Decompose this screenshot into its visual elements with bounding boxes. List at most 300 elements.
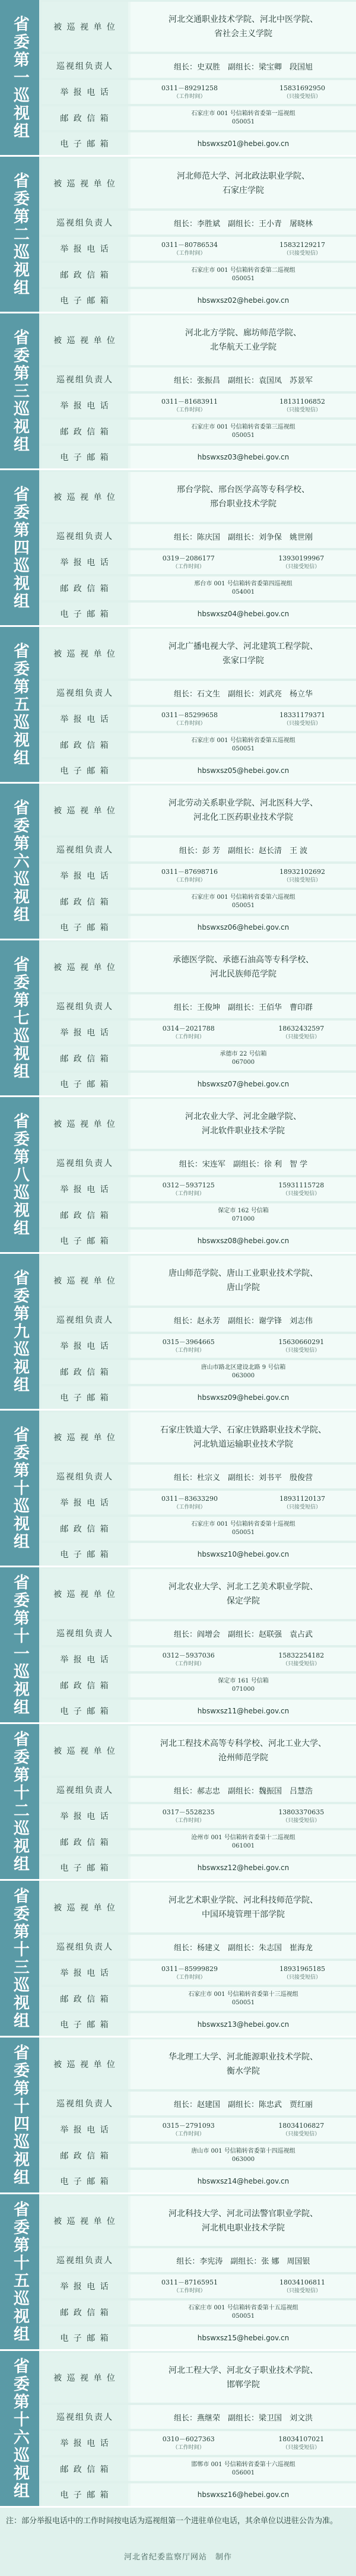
phone-numbers (131, 1181, 356, 1197)
postal-box-row (42, 263, 356, 287)
office-phone-number[interactable]: 0319－2086177 (162, 555, 215, 562)
group-leader-row (42, 1935, 356, 1959)
office-phone-number[interactable]: 0312－5937036 (162, 1652, 215, 1659)
report-phone-row-label: 举 报 电 话 (42, 80, 128, 104)
office-phone-number[interactable]: 0314－2021788 (162, 1025, 215, 1032)
office-phone-note: （工作时间） (173, 407, 206, 413)
report-phone-row-value (131, 80, 356, 104)
email-row (42, 289, 356, 312)
postal-box-row (42, 733, 356, 757)
group-table (42, 942, 356, 1095)
group-leaders: 组长：史双胜 副组长：梁宝卿 段国旭 (173, 62, 313, 72)
group-leader-row-value (131, 838, 356, 861)
inspected-units-row-label: 被 巡 视 单 位 (42, 2, 128, 52)
postal-box-row-value (131, 1674, 356, 1697)
group-title: 省委第六巡视组 (10, 799, 29, 924)
postal-box-row-label: 邮 政 信 箱 (42, 1674, 128, 1697)
email-address[interactable]: hbswxsz13@hebei.gov.cn (197, 2020, 290, 2029)
group-leader-row (42, 1621, 356, 1645)
inspection-group (0, 784, 356, 940)
group-table (42, 1412, 356, 1566)
inspected-units-row-value (131, 1412, 356, 1462)
office-phone (163, 1338, 215, 1354)
postal-box-row-value (131, 1203, 356, 1227)
group-leader-row-label: 巡视组负责人 (42, 994, 128, 1018)
email-row-value (131, 1230, 356, 1252)
phone-numbers (131, 1808, 356, 1824)
sms-phone-number[interactable]: 18034106811 (279, 2279, 325, 2286)
office-phone-number[interactable]: 0312－5937125 (162, 1181, 215, 1189)
postal-code: 056001 (231, 2470, 255, 2476)
inspected-unit-line: 河北机电职业技术学院 (202, 2223, 285, 2233)
report-phone-row-value (131, 394, 356, 417)
email-address[interactable]: hbswxsz15@hebei.gov.cn (197, 2334, 290, 2342)
group-leaders: 组长：杜宗义 副组长：刘书平 殷俊营 (173, 1473, 313, 1482)
office-phone-note: （工作时间） (172, 1191, 205, 1197)
group-table (42, 2, 356, 155)
group-leader-row-label: 巡视组负责人 (42, 1778, 128, 1802)
group-leader-row-value (131, 2405, 356, 2429)
report-phone-row (42, 1334, 356, 1358)
report-phone-row-label: 举 报 电 话 (42, 864, 128, 888)
group-title-bar (0, 1411, 39, 1566)
email-row-label: 电 子 邮 箱 (42, 132, 128, 155)
group-title-bar (0, 627, 39, 782)
postal-code: 071000 (231, 1216, 255, 1222)
group-table (42, 159, 356, 312)
inspected-unit-line: 保定学院 (227, 1596, 260, 1606)
sms-phone-note: （只接受短信） (283, 877, 321, 883)
email-row-value (131, 759, 356, 782)
report-phone-row-value (131, 237, 356, 261)
group-leaders: 组长：陈庆国 副组长：刘争保 姚世刚 (173, 533, 313, 542)
footer-note: 注：部分举报电话中的工作时间按电话为巡视组第一个进驻单位电话，其余单位以进驻公告为准。 (6, 2517, 338, 2526)
group-leaders: 组长：李胜斌 副组长：王小青 屠晓林 (173, 219, 313, 229)
group-leader-row-value (131, 367, 356, 391)
inspected-units-row-value (131, 2196, 356, 2246)
email-row (42, 2483, 356, 2506)
group-table (42, 1883, 356, 2036)
group-title: 省委第十巡视组 (10, 1425, 29, 1551)
inspection-group (0, 1881, 356, 2038)
email-row-label: 电 子 邮 箱 (42, 2483, 128, 2506)
group-title-bar (0, 940, 39, 1095)
postal-box-row-value (131, 2457, 356, 2481)
sms-phone-number[interactable]: 18034106827 (278, 2122, 325, 2130)
group-leaders: 组长：郝志忠 副组长：魏振国 吕慧浩 (173, 1786, 313, 1796)
email-address[interactable]: hbswxsz09@hebei.gov.cn (197, 1393, 290, 1402)
office-phone (163, 1024, 215, 1041)
inspected-unit-line: 河北民族师范学院 (210, 969, 276, 979)
sms-phone-number[interactable]: 15832129217 (279, 241, 325, 249)
email-row (42, 916, 356, 939)
office-phone-number[interactable]: 0310－6027363 (162, 2435, 215, 2443)
inspection-group (0, 1097, 356, 1254)
postal-box-row-label: 邮 政 信 箱 (42, 263, 128, 287)
phone-numbers (131, 711, 356, 727)
report-phone-row-label: 举 报 电 话 (42, 1647, 128, 1671)
inspection-group (0, 940, 356, 1097)
phone-numbers (131, 1651, 356, 1668)
inspected-unit-line: 河北艺术职业学院、河北科技师范学院、 (169, 1896, 318, 1905)
inspected-unit-line: 石家庄铁道大学、石家庄铁路职业技术学院、 (160, 1425, 326, 1435)
office-phone (163, 2435, 215, 2451)
office-phone-note: （工作时间） (172, 2131, 205, 2137)
group-leader-row-value (131, 2092, 356, 2115)
inspected-units-row-value (131, 1569, 356, 1619)
phone-numbers (131, 2435, 356, 2451)
postal-box-row (42, 2301, 356, 2324)
office-phone-number[interactable]: 0311－87165951 (161, 2279, 218, 2286)
email-row (42, 2013, 356, 2036)
group-leader-row-value (131, 1778, 356, 1802)
sms-phone (279, 711, 325, 727)
inspected-units-row (42, 1569, 356, 1619)
phone-numbers (131, 867, 356, 884)
group-title-bar (0, 1724, 39, 1879)
postal-box-row (42, 890, 356, 914)
office-phone-number[interactable]: 0315－2791093 (162, 2122, 215, 2130)
office-phone (163, 2121, 215, 2138)
sms-phone-number[interactable]: 15931115728 (278, 1181, 325, 1189)
inspected-unit-line: 河北软件职业技术学院 (202, 1126, 285, 1136)
inspected-unit-line: 河北农业大学、河北金融学院、 (185, 1112, 301, 1121)
postal-box-row (42, 576, 356, 600)
office-phone-number[interactable]: 0315－3964665 (162, 1338, 215, 1346)
group-title-bar (0, 2038, 39, 2192)
group-title: 省委第十四巡视组 (10, 2043, 29, 2187)
phone-numbers (131, 2121, 356, 2138)
postal-box-address: 保定市 162 号信箱 (218, 1208, 269, 1214)
email-address[interactable]: hbswxsz10@hebei.gov.cn (197, 1550, 290, 1558)
email-row-value (131, 2170, 356, 2192)
sms-phone-number[interactable]: 18931965185 (279, 1965, 325, 1973)
office-phone-number[interactable]: 0311－85999829 (161, 1965, 218, 1973)
postal-code: 071000 (231, 1686, 255, 1693)
email-row-label: 电 子 邮 箱 (42, 1073, 128, 1095)
group-leader-row (42, 681, 356, 705)
inspected-units-row-label: 被 巡 视 单 位 (42, 315, 128, 365)
report-phone-row-value (131, 707, 356, 731)
phone-numbers (131, 240, 356, 257)
inspected-unit-line: 河北轨道运输职业技术学院 (193, 1440, 293, 1449)
inspection-group (0, 2194, 356, 2351)
inspected-unit-line: 河北广播电视大学、河北建筑工程学院、 (169, 642, 318, 651)
email-row-label: 电 子 邮 箱 (42, 1386, 128, 1409)
office-phone-note: （工作时间） (172, 1348, 205, 1354)
group-leader-row (42, 1308, 356, 1332)
group-title-bar (0, 470, 39, 625)
postal-code: 054001 (231, 589, 255, 595)
postal-box-address: 唐山市 001 号信箱转省委第十四巡视组 (191, 2148, 295, 2154)
postal-box-row (42, 2144, 356, 2168)
email-address[interactable]: hbswxsz03@hebei.gov.cn (197, 453, 290, 461)
inspected-units-row (42, 472, 356, 522)
group-title: 省委第一巡视组 (10, 15, 29, 140)
postal-code: 050051 (231, 1529, 255, 1536)
sms-phone-number[interactable]: 13803370635 (278, 1808, 325, 1816)
inspected-units-row-value (131, 629, 356, 679)
sms-phone-note: （只接受短信） (283, 251, 321, 256)
report-phone-row-value (131, 2431, 356, 2455)
email-row-value (131, 2483, 356, 2506)
phone-numbers (131, 2278, 356, 2295)
group-title-bar (0, 2351, 39, 2506)
report-phone-row-value (131, 550, 356, 574)
sms-phone (278, 1024, 324, 1041)
report-phone-row-value (131, 1804, 356, 1828)
sms-phone-number[interactable]: 18131106852 (279, 398, 325, 405)
group-leaders: 组长：彭 芳 副组长：赵长清 王 波 (179, 846, 308, 856)
group-leader-row (42, 2248, 356, 2272)
office-phone-number[interactable]: 0311－80786534 (161, 241, 218, 249)
sms-phone-number[interactable]: 18331179371 (279, 711, 325, 719)
inspected-unit-line: 河北农业大学、河北工艺美术职业学院、 (169, 1582, 318, 1592)
postal-box-row-label: 邮 政 信 箱 (42, 733, 128, 757)
office-phone (163, 554, 215, 571)
email-address[interactable]: hbswxsz04@hebei.gov.cn (197, 610, 290, 618)
inspected-unit-line: 河北交通职业技术学院、河北中医学院、 (169, 15, 318, 24)
email-address[interactable]: hbswxsz02@hebei.gov.cn (197, 296, 290, 305)
inspected-units-row-label: 被 巡 视 单 位 (42, 1099, 128, 1149)
group-leader-row (42, 367, 356, 391)
report-phone-row (42, 394, 356, 417)
office-phone-number[interactable]: 0311－85299658 (161, 711, 218, 719)
sms-phone (279, 1965, 325, 1981)
office-phone-number[interactable]: 0311－87698716 (161, 868, 218, 876)
email-address[interactable]: hbswxsz01@hebei.gov.cn (197, 140, 290, 148)
report-phone-row (42, 1961, 356, 1985)
report-phone-row (42, 550, 356, 574)
group-leader-row-value (131, 54, 356, 78)
group-leaders: 组长：张振昌 副组长：袁国凤 苏景军 (173, 376, 313, 385)
office-phone-number[interactable]: 0311－81683911 (161, 398, 218, 405)
report-phone-row-label: 举 报 电 话 (42, 1177, 128, 1201)
inspection-group (0, 470, 356, 627)
postal-box-row-value (131, 1987, 356, 2011)
report-phone-row (42, 1021, 356, 1044)
inspected-units-row-value (131, 1883, 356, 1932)
sms-phone (278, 1338, 324, 1354)
email-row-label: 电 子 邮 箱 (42, 2013, 128, 2036)
group-leader-row (42, 838, 356, 861)
group-leader-row-label: 巡视组负责人 (42, 2248, 128, 2272)
inspection-group (0, 2351, 356, 2508)
postal-box-address: 沧州市 001 号信箱转省委第十二巡视组 (191, 1834, 295, 1841)
group-leader-row-label: 巡视组负责人 (42, 524, 128, 548)
inspected-units-row-value (131, 1726, 356, 1776)
postal-box-row-label: 邮 政 信 箱 (42, 1987, 128, 2011)
postal-box-address: 石家庄市 001 号信箱转省委第六巡视组 (191, 894, 295, 901)
email-address[interactable]: hbswxsz08@hebei.gov.cn (197, 1237, 290, 1245)
group-leader-row-label: 巡视组负责人 (42, 1465, 128, 1488)
email-address[interactable]: hbswxsz07@hebei.gov.cn (197, 1080, 290, 1088)
group-leader-row (42, 211, 356, 235)
inspected-unit-line: 北华航天工业学院 (210, 343, 276, 352)
group-title: 省委第九巡视组 (10, 1269, 29, 1394)
group-leaders: 组长：李宪涛 副组长：张 娜 周国银 (176, 2257, 310, 2266)
email-address[interactable]: hbswxsz12@hebei.gov.cn (197, 1864, 290, 1872)
sms-phone-number[interactable]: 15630660291 (278, 1338, 325, 1346)
office-phone (161, 2278, 218, 2295)
sms-phone (278, 1181, 324, 1197)
postal-box-address: 邢台市 001 号信箱转省委第四巡视组 (194, 581, 293, 587)
sms-phone-note: （只接受短信） (283, 2288, 321, 2294)
email-row-value (131, 1073, 356, 1095)
inspection-group (0, 157, 356, 313)
group-table (42, 785, 356, 939)
group-table (42, 472, 356, 625)
inspection-group (0, 1254, 356, 1411)
email-row-value (131, 446, 356, 468)
group-table (42, 1726, 356, 1879)
email-row-value (131, 916, 356, 939)
office-phone-note: （工作时间） (172, 1661, 205, 1667)
postal-code: 063000 (231, 1373, 255, 1379)
inspected-units-row-label: 被 巡 视 单 位 (42, 472, 128, 522)
group-table (42, 315, 356, 468)
email-address[interactable]: hbswxsz16@hebei.gov.cn (197, 2491, 290, 2499)
postal-box-row-value (131, 733, 356, 757)
report-phone-row-label: 举 报 电 话 (42, 2431, 128, 2455)
email-address[interactable]: hbswxsz05@hebei.gov.cn (197, 766, 290, 775)
sms-phone-note: （只接受短信） (282, 1034, 320, 1040)
report-phone-row-label: 举 报 电 话 (42, 1804, 128, 1828)
email-row-value (131, 2013, 356, 2036)
postal-box-row (42, 106, 356, 130)
email-row-label: 电 子 邮 箱 (42, 2327, 128, 2349)
postal-code: 050051 (231, 275, 255, 282)
inspected-units-row-value (131, 472, 356, 522)
email-address[interactable]: hbswxsz11@hebei.gov.cn (197, 1707, 290, 1715)
sms-phone-number[interactable]: 13930199967 (278, 555, 325, 562)
postal-box-row-value (131, 2301, 356, 2324)
inspected-unit-line: 邯郸学院 (227, 2380, 260, 2390)
inspected-units-row (42, 1099, 356, 1149)
postal-box-row-value (131, 1047, 356, 1070)
report-phone-row (42, 2118, 356, 2141)
group-title: 省委第十六巡视组 (10, 2357, 29, 2500)
report-phone-row-label: 举 报 电 话 (42, 394, 128, 417)
sms-phone (279, 1494, 325, 1511)
email-address[interactable]: hbswxsz06@hebei.gov.cn (197, 923, 290, 931)
postal-box-row (42, 1360, 356, 1384)
inspected-units-row-value (131, 2, 356, 52)
office-phone (161, 711, 218, 727)
office-phone-note: （工作时间） (173, 1975, 206, 1981)
sms-phone-note: （只接受短信） (282, 1348, 320, 1354)
group-leader-row (42, 1151, 356, 1175)
postal-box-row-label: 邮 政 信 箱 (42, 1203, 128, 1227)
group-title-bar (0, 1881, 39, 2036)
sms-phone-number[interactable]: 18034107021 (278, 2435, 325, 2443)
email-row-label: 电 子 邮 箱 (42, 2170, 128, 2192)
office-phone-note: （工作时间） (172, 2445, 205, 2451)
group-title: 省委第十五巡视组 (10, 2200, 29, 2343)
postal-box-row-value (131, 2144, 356, 2168)
inspected-unit-line: 邢台职业技术学院 (210, 499, 276, 509)
postal-box-row (42, 2457, 356, 2481)
group-leader-row-label: 巡视组负责人 (42, 367, 128, 391)
office-phone-number[interactable]: 0311－89291258 (161, 84, 218, 92)
office-phone (161, 397, 218, 414)
sms-phone-note: （只接受短信） (282, 2445, 320, 2451)
postal-box-address: 石家庄市 001 号信箱转省委第十五巡视组 (188, 2305, 298, 2311)
report-phone-row (42, 1647, 356, 1671)
postal-box-row (42, 1987, 356, 2011)
sms-phone-note: （只接受短信） (283, 721, 321, 727)
postal-box-address: 石家庄市 001 号信箱转省委第一巡视组 (191, 110, 295, 117)
office-phone-number[interactable]: 0317－5528235 (162, 1808, 215, 1816)
inspected-units-row (42, 2353, 356, 2403)
inspected-unit-line: 唐山师范学院、唐山工业职业技术学院、 (169, 1269, 318, 1278)
inspected-units-row-label: 被 巡 视 单 位 (42, 159, 128, 208)
office-phone-number[interactable]: 0311－83633290 (161, 1495, 218, 1503)
postal-code: 050051 (231, 2000, 255, 2006)
group-title-bar (0, 784, 39, 939)
email-address[interactable]: hbswxsz14@hebei.gov.cn (197, 2177, 290, 2185)
inspected-unit-line: 华北理工大学、河北能源职业技术学院、 (169, 2052, 318, 2062)
inspected-units-row-label: 被 巡 视 单 位 (42, 2353, 128, 2403)
report-phone-row-label: 举 报 电 话 (42, 2118, 128, 2141)
postal-box-row-value (131, 576, 356, 600)
office-phone-note: （工作时间） (172, 1818, 205, 1824)
sms-phone-number[interactable]: 18932102692 (279, 868, 325, 876)
group-leader-row-value (131, 681, 356, 705)
inspected-units-row-label: 被 巡 视 单 位 (42, 1883, 128, 1932)
group-leader-row-value (131, 524, 356, 548)
sms-phone-note: （只接受短信） (283, 1504, 321, 1510)
postal-box-row-label: 邮 政 信 箱 (42, 1830, 128, 1854)
postal-box-row-value (131, 263, 356, 287)
sms-phone-number[interactable]: 18931120137 (279, 1495, 325, 1503)
group-title: 省委第二巡视组 (10, 172, 29, 297)
group-title: 省委第三巡视组 (10, 328, 29, 454)
group-title: 省委第四巡视组 (10, 485, 29, 610)
group-leaders: 组长：石文生 副组长：刘武亮 杨立华 (173, 689, 313, 699)
inspected-units-row-value (131, 159, 356, 208)
sms-phone-number[interactable]: 18632432597 (278, 1025, 325, 1032)
inspected-unit-line: 河北工程大学、河北女子职业技术学院、 (169, 2366, 318, 2375)
report-phone-row (42, 1804, 356, 1828)
inspected-unit-line: 衡水学院 (227, 2067, 260, 2076)
sms-phone-number[interactable]: 15831692950 (279, 84, 325, 92)
group-leaders: 组长：燕继荣 副组长：梁卫国 刘文洪 (173, 2413, 313, 2423)
inspected-unit-line: 河北工程技术高等专科学校、河北工业大学、 (160, 1739, 326, 1748)
postal-box-row (42, 1517, 356, 1541)
report-phone-row (42, 1491, 356, 1514)
inspected-units-row (42, 1883, 356, 1932)
group-leaders: 组长：宋连军 副组长：徐 利 智 学 (179, 1159, 308, 1169)
office-phone (163, 1181, 215, 1197)
group-leader-row (42, 54, 356, 78)
postal-box-row-label: 邮 政 信 箱 (42, 1360, 128, 1384)
postal-box-row-value (131, 420, 356, 443)
group-title-bar (0, 1567, 39, 1722)
email-row (42, 446, 356, 468)
sms-phone-number[interactable]: 15832254182 (278, 1652, 325, 1659)
postal-box-row-label: 邮 政 信 箱 (42, 2301, 128, 2324)
office-phone-note: （工作时间） (173, 877, 206, 883)
email-row (42, 1230, 356, 1252)
sms-phone (279, 240, 325, 257)
sms-phone (278, 1651, 324, 1668)
group-table (42, 629, 356, 782)
office-phone (161, 867, 218, 884)
inspected-units-row-label: 被 巡 视 单 位 (42, 1412, 128, 1462)
inspected-units-row (42, 1726, 356, 1776)
inspected-units-row-label: 被 巡 视 单 位 (42, 1569, 128, 1619)
